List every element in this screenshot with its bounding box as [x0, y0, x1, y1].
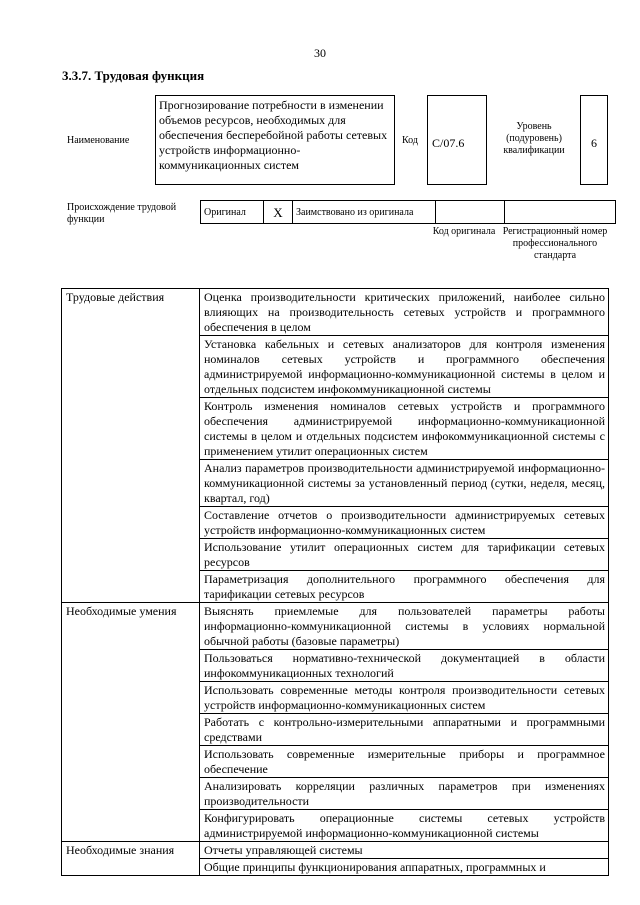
section-title: 3.3.7. Трудовая функция: [62, 68, 205, 83]
table-row: [62, 842, 609, 859]
code-box: [427, 95, 487, 185]
table-row: [62, 289, 609, 336]
function-name-box: [155, 95, 395, 185]
name-label: Наименование: [67, 135, 130, 146]
item-cell: Пользоваться нормативно-технической документацией в области инфокоммуникационных технологий: [200, 650, 609, 682]
original-mark: X: [264, 201, 293, 224]
item-cell: Общие принципы функционирования аппаратных, программных и: [200, 859, 609, 876]
item-cell: Анализ параметров производительности администрируемой информационно-коммуникационной системы за установленный период (сутки, неделя, месяц, квартал, год): [200, 460, 609, 507]
item-cell: Контроль изменения номиналов сетевых устройств и программного обеспечения администрируемой информационно-коммуникационной системы в целом и отдельных подсистем инфокоммуникационной системы с применением утилит операционных систем: [200, 398, 609, 460]
origin-label: Происхождение трудовой функции: [67, 202, 177, 225]
item-cell: Отчеты управляющей системы: [200, 842, 609, 859]
original-label: Оригинал: [201, 201, 264, 224]
table-row: [62, 603, 609, 650]
code-original-cell: [436, 201, 505, 224]
code-value: C/07.6: [432, 136, 465, 150]
category-cell: Необходимые умения: [62, 603, 200, 842]
item-cell: Работать с контрольно-измерительными аппаратными и программными средствами: [200, 714, 609, 746]
item-cell: Параметризация дополнительного программного обеспечения для тарификации сетевых ресурсов: [200, 571, 609, 603]
function-table: [61, 288, 609, 876]
function-name-value: Прогнозирование потребности в изменении объемов ресурсов, необходимых для обеспечения бесперебойной работы сетевых устройств информационно-коммуникационных систем: [159, 98, 388, 172]
reg-number-label: Регистрационный номер профессионального стандарта: [502, 226, 608, 261]
item-cell: Анализировать корреляции различных параметров при изменениях производительности: [200, 778, 609, 810]
level-label: Уровень (подуровень) квалификации: [503, 121, 565, 156]
item-cell: Установка кабельных и сетевых анализаторов для контроля изменения номиналов сетевых устройств и программного обеспечения администрируемой информационно-коммуникационной системы в целом и отдельных подсистем инфокоммуникационной системы: [200, 336, 609, 398]
code-label: Код: [402, 135, 418, 146]
level-value: 6: [591, 136, 597, 150]
item-cell: Конфигурировать операционные системы сетевых устройств администрируемой информационно-коммуникационной системы: [200, 810, 609, 842]
category-cell: Трудовые действия: [62, 289, 200, 603]
item-cell: Использовать современные методы контроля производительности сетевых устройств информационно-коммуникационных систем: [200, 682, 609, 714]
origin-table: [200, 200, 616, 224]
item-cell: Использовать современные измерительные приборы и программное обеспечение: [200, 746, 609, 778]
page-number: 30: [314, 46, 326, 60]
borrowed-label: Заимствовано из оригинала: [293, 201, 436, 224]
level-box: [580, 95, 608, 185]
item-cell: Составление отчетов о производительности администрируемых сетевых устройств информационно-коммуникационных систем: [200, 507, 609, 539]
item-cell: Выяснять приемлемые для пользователей параметры работы информационно-коммуникационной системы в условиях нормальной обычной работы (базовые параметры): [200, 603, 609, 650]
code-original-label: Код оригинала: [432, 226, 496, 237]
category-cell: Необходимые знания: [62, 842, 200, 876]
reg-number-cell: [505, 201, 616, 224]
item-cell: Использование утилит операционных систем для тарификации сетевых ресурсов: [200, 539, 609, 571]
item-cell: Оценка производительности критических приложений, наиболее сильно влияющих на производительность сетевых устройств и программного обеспечения в целом: [200, 289, 609, 336]
